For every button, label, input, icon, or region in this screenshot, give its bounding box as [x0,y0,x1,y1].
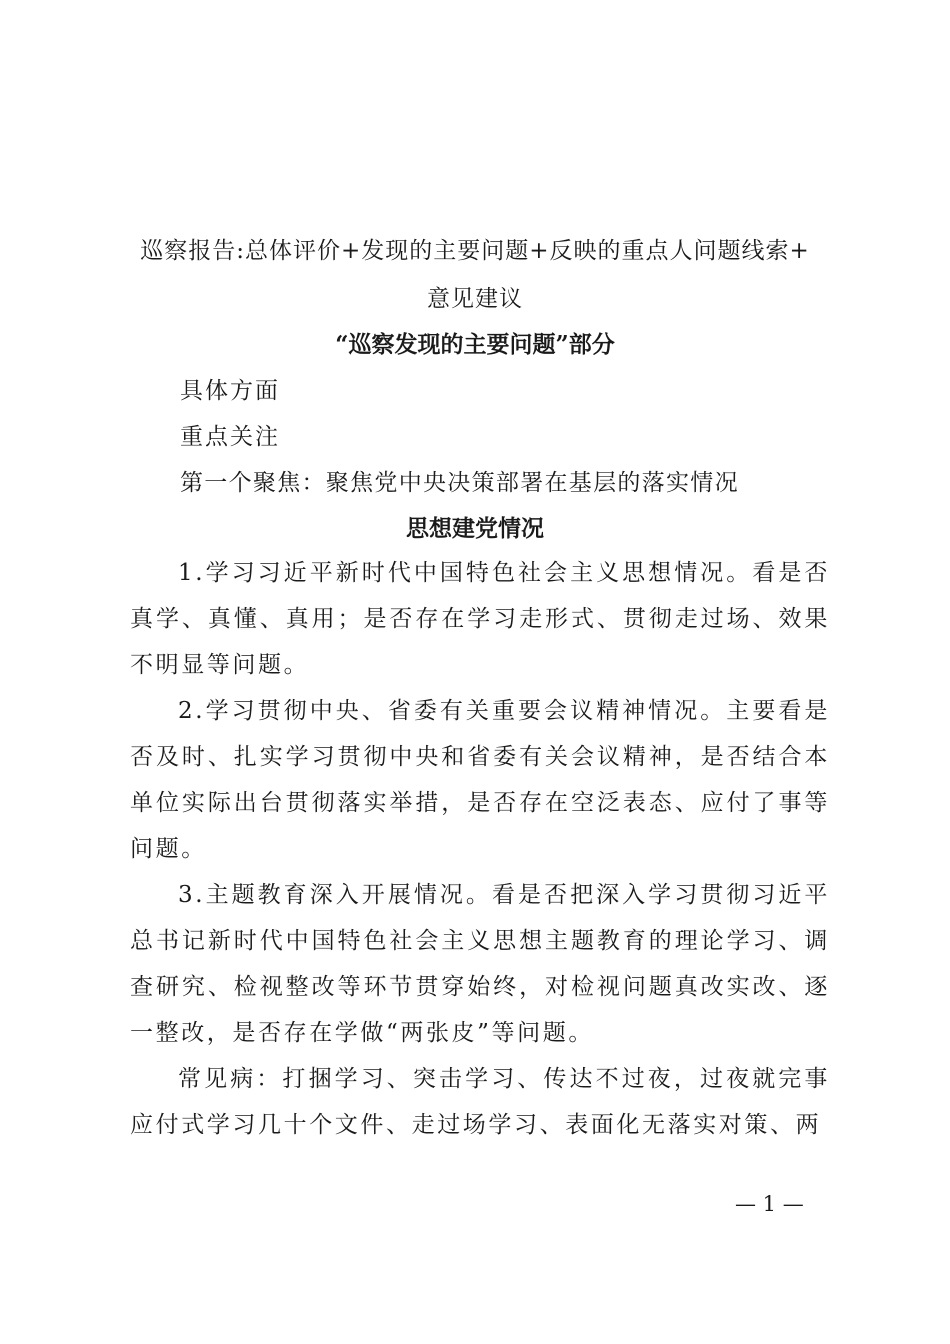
page-number: — 1 — [735,1192,804,1216]
document-title-line-1: 巡察报告:总体评价+发现的主要问题+反映的重点人问题线索+ [140,238,810,264]
text-line-first-focus: 第一个聚焦：聚焦党中央决策部署在基层的落实情况 [180,470,739,496]
text-line-key-focus: 重点关注 [180,424,280,450]
text-line-specific-aspects: 具体方面 [180,378,280,404]
section-heading: 思想建党情况 [406,515,544,542]
section-subtitle: “巡察发现的主要问题”部分 [335,331,615,358]
document-title-line-2: 意见建议 [427,286,523,312]
paragraph-1: 1.学习习近平新时代中国特色社会主义思想情况。看是否真学、真懂、真用；是否存在学习走形式、贯彻走过场、效果不明显等问题。 [130,560,830,678]
paragraph-4: 常见病：打捆学习、突击学习、传达不过夜，过夜就完事应付式学习几十个文件、走过场学习、表面化无落实对策、两 [130,1066,830,1138]
paragraph-2: 2.学习贯彻中央、省委有关重要会议精神情况。主要看是否及时、扎实学习贯彻中央和省委有关会议精神，是否结合本单位实际出台贯彻落实举措，是否存在空泛表态、应付了事等问题。 [130,698,830,862]
paragraph-3: 3.主题教育深入开展情况。看是否把深入学习贯彻习近平总书记新时代中国特色社会主义思想主题教育的理论学习、调查研究、检视整改等环节贯穿始终，对检视问题真改实改、逐一整改，是否存在学做“两张皮”等问题。 [130,882,830,1046]
